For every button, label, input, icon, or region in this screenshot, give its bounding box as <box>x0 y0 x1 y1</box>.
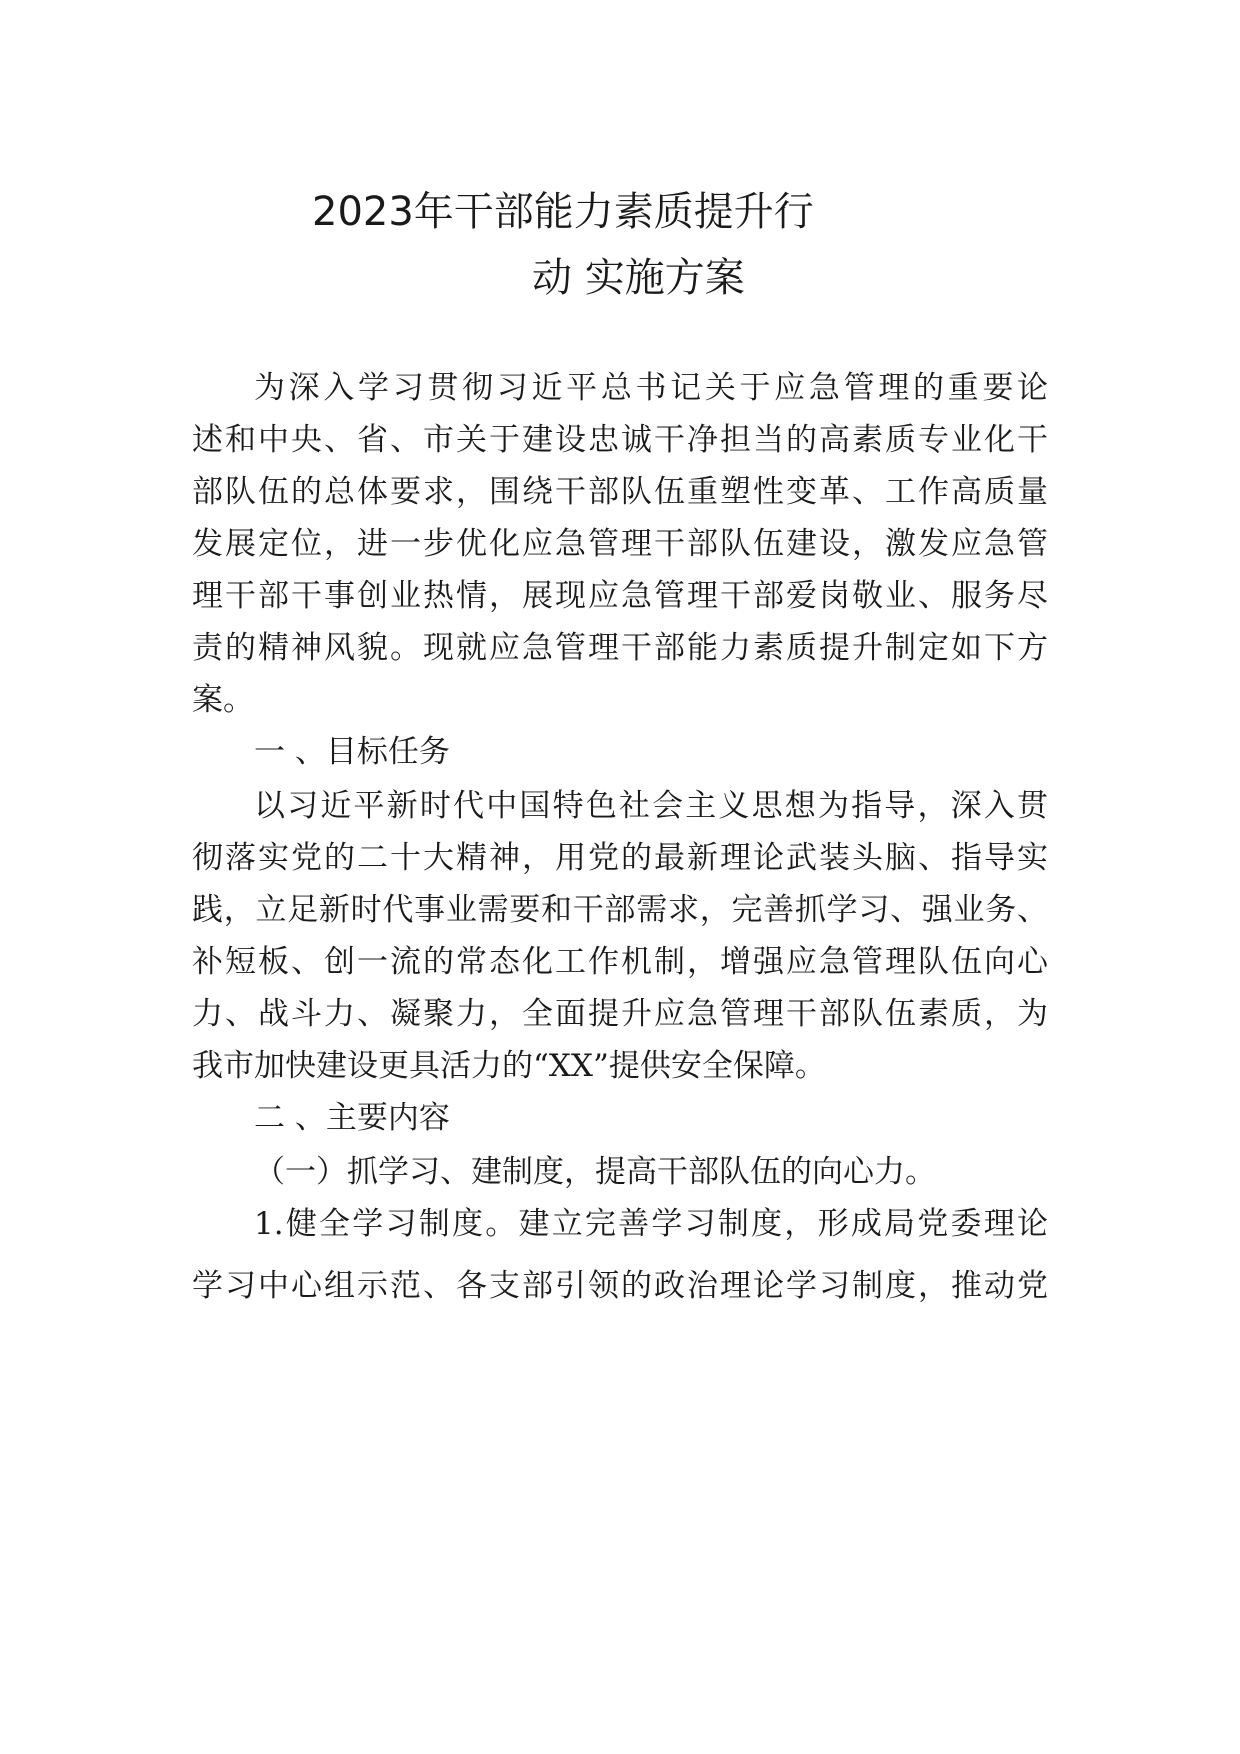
intro-line: 述和中央、省、市关于建设忠诚干净担当的高素质专业化干 <box>192 422 1048 458</box>
title-line-1: 2023年干部能力素质提升行 <box>312 189 814 235</box>
intro-line: 理干部干事创业热情，展现应急管理干部爱岗敬业、服务尽 <box>192 578 1048 614</box>
intro-line: 部队伍的总体要求，围绕干部队伍重塑性变革、工作高质量 <box>192 474 1048 510</box>
intro-line: 案。 <box>192 682 254 718</box>
paragraph-line: 补短板、创一流的常态化工作机制，增强应急管理队伍向心 <box>192 944 1048 980</box>
section-2-heading: 二 、主要内容 <box>254 1100 450 1136</box>
title-line-2: 动 实施方案 <box>532 255 745 301</box>
intro-line: 责的精神风貌。现就应急管理干部能力素质提升制定如下方 <box>192 630 1048 666</box>
paragraph-line: 彻落实党的二十大精神，用党的最新理论武装头脑、指导实 <box>192 840 1048 876</box>
section-2-subheading: （一）抓学习、建制度，提高干部队伍的向心力。 <box>254 1154 936 1190</box>
paragraph-line: 1.健全学习制度。建立完善学习制度，形成局党委理论 <box>254 1206 1048 1242</box>
intro-line: 为深入学习贯彻习近平总书记关于应急管理的重要论 <box>254 370 1048 406</box>
intro-line: 发展定位，进一步优化应急管理干部队伍建设，激发应急管 <box>192 526 1048 562</box>
paragraph-line: 我市加快建设更具活力的“XX”提供安全保障。 <box>192 1048 826 1084</box>
paragraph-line: 以习近平新时代中国特色社会主义思想为指导，深入贯 <box>254 788 1048 824</box>
paragraph-line: 践，立足新时代事业需要和干部需求，完善抓学习、强业务、 <box>192 892 1048 928</box>
paragraph-line: 力、战斗力、凝聚力，全面提升应急管理干部队伍素质，为 <box>192 996 1048 1032</box>
section-1-heading: 一 、目标任务 <box>254 734 450 770</box>
paragraph-line: 学习中心组示范、各支部引领的政治理论学习制度，推动党 <box>192 1268 1048 1304</box>
